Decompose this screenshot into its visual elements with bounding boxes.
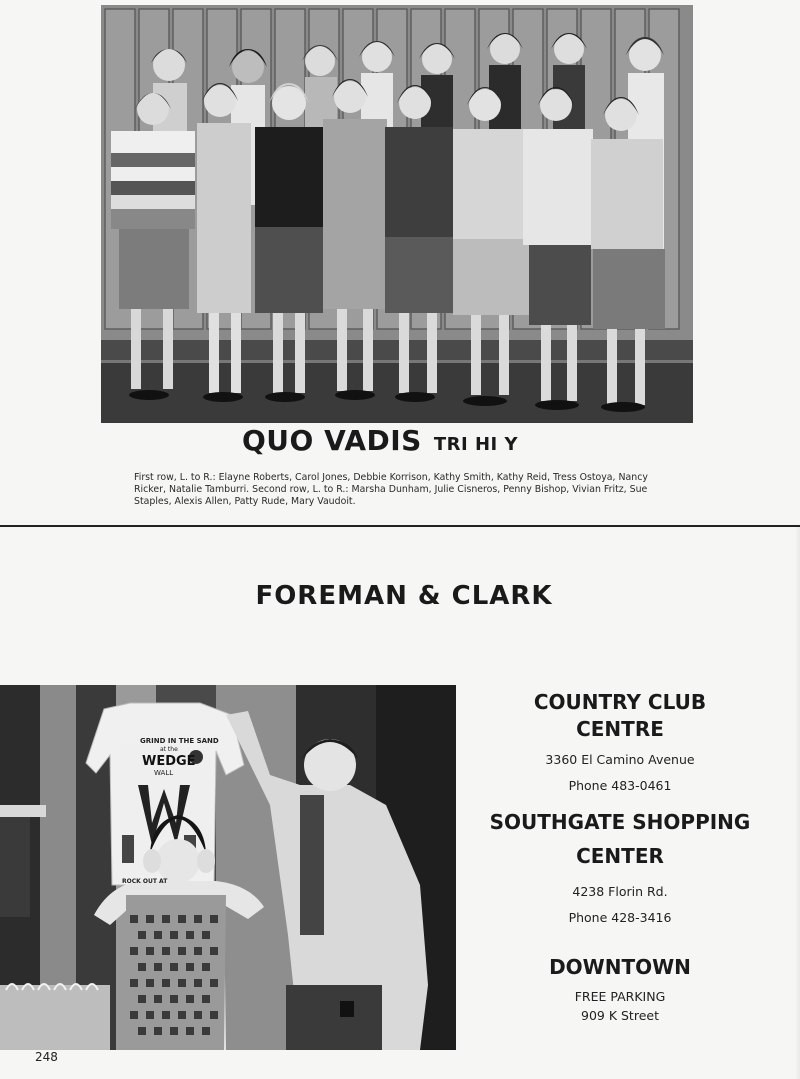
club-title: [0, 424, 760, 458]
page-number: 248: [35, 1050, 58, 1064]
advertiser-name: FOREMAN & CLARK: [255, 581, 553, 611]
photo-caption: First row, L. to R.: Elayne Roberts, Carol Jones, Debbie Korrison, Kathy Smith, Kathy Reid, Tress Ostoya, Nancy Ricker, Natalie Tamburri. Second row, L. to R.: Marsha Dunham, Julie Cisneros, Penny Bishop, Vivian Fritz, Sue Staples, Alexis Allen, Patty Rude, Mary Vaudoit.: [134, 472, 648, 507]
group-photo: [101, 5, 693, 423]
location-3-address: 909 K Street: [581, 1008, 659, 1023]
group-photo-image: [101, 5, 693, 423]
shirt-print-line2: at the: [160, 746, 178, 753]
shirt-print-line4: WALL: [154, 769, 174, 777]
club-name: QUO VADIS: [241, 424, 422, 457]
location-2-name-line2: CENTER: [576, 844, 664, 868]
shirt-print-line5: ROCK OUT AT: [122, 878, 168, 885]
location-1-phone: Phone 483-0461: [568, 778, 672, 793]
location-1-address: 3360 El Camino Avenue: [545, 752, 695, 767]
location-2-address: 4238 Florin Rd.: [572, 884, 668, 899]
section-divider: [0, 525, 800, 527]
shirt-print-line1: GRIND IN THE SAND: [140, 737, 219, 745]
shop-photo: [0, 685, 456, 1050]
shop-photo-image: [0, 685, 456, 1050]
location-1-name-line2: CENTRE: [576, 717, 664, 741]
location-2-name-line1: SOUTHGATE SHOPPING: [489, 810, 751, 834]
location-1-name-line1: COUNTRY CLUB: [533, 690, 707, 714]
club-subtitle: TRI HI Y: [433, 434, 519, 455]
location-3-note: FREE PARKING: [574, 989, 666, 1004]
location-2-phone: Phone 428-3416: [568, 910, 672, 925]
shirt-print-line3: WEDGE: [142, 754, 196, 769]
location-3-name: DOWNTOWN: [549, 955, 691, 979]
